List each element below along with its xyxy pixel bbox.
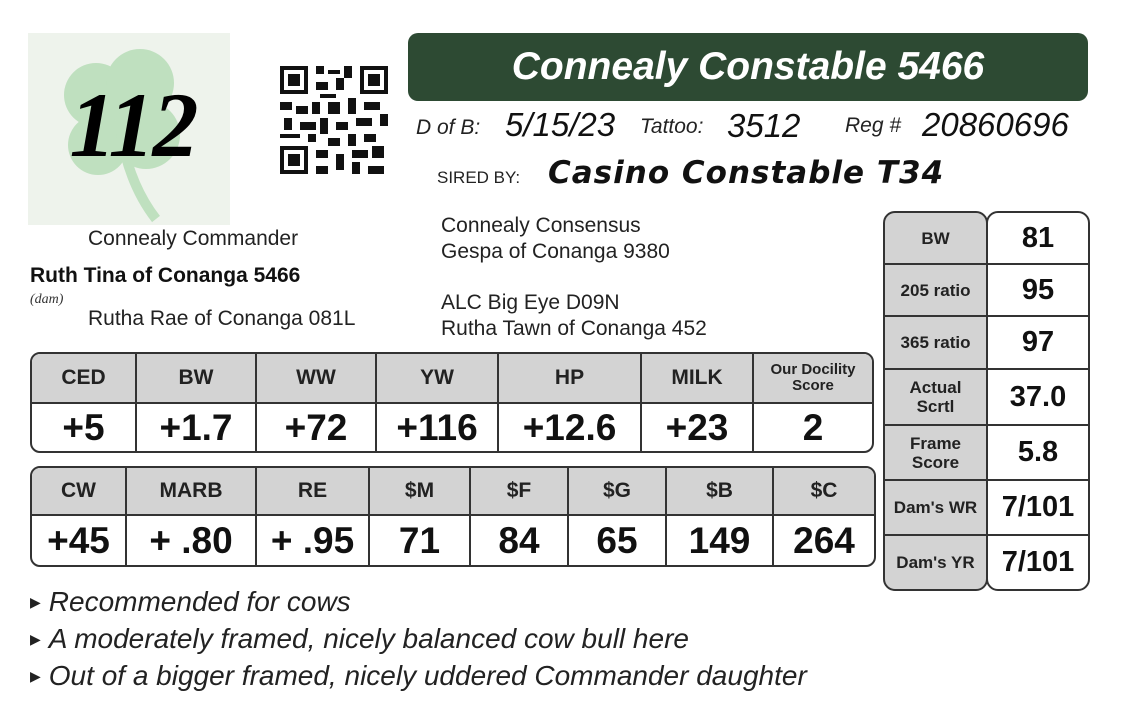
epd-header-re: RE (297, 479, 328, 502)
epd-header-dollar-f: $F (506, 479, 532, 502)
epd-header-yw: YW (420, 366, 454, 389)
epd-header-ww: WW (296, 366, 336, 389)
note-item (30, 586, 351, 618)
stat-label-bw: BW (921, 228, 950, 248)
epd-value-dollar-f: 84 (498, 519, 540, 561)
reg-value: 20860696 (922, 106, 1069, 143)
epd-value-ced: +5 (62, 406, 105, 448)
epd-value-ww: +72 (284, 406, 348, 448)
sired-by-label: SIRED BY: (437, 168, 521, 187)
note-text: Out of a bigger framed, nicely uddered Commander daughter (48, 660, 807, 691)
epd-header-dollar-b: $B (706, 479, 733, 502)
sire-sire-name: Connealy Consensus (441, 214, 641, 237)
epd-value-dollar-m: 71 (398, 519, 441, 561)
dob-label: D of B: (416, 116, 481, 139)
stat-value-bw: 81 (1021, 221, 1055, 254)
stat-value-actual-scrotal: 37.0 (1009, 380, 1067, 413)
epd-value-milk: +23 (665, 406, 729, 448)
stat-label-dams-yr: Dam's YR (896, 553, 975, 572)
lot-number: 112 (69, 74, 197, 176)
sire-dam-name: Gespa of Conanga 9380 (441, 240, 670, 263)
epd-table-1 (30, 352, 874, 453)
epd-table-2 (30, 466, 876, 567)
reg-label: Reg # (845, 114, 902, 137)
stat-label-205-ratio: 205 ratio (900, 280, 971, 300)
stat-value-365-ratio: 97 (1021, 326, 1055, 358)
epd-value-re: + .95 (270, 519, 355, 561)
epd-header-dollar-g: $G (602, 479, 631, 502)
epd-value-cw: +45 (47, 519, 110, 561)
epd-value-docility: 2 (802, 406, 824, 448)
dob-value: 5/15/23 (505, 106, 616, 143)
bullet-icon: ▶ (30, 630, 41, 647)
stat-label-frame-score: Frame Score (909, 433, 962, 472)
note-text: Recommended for cows (48, 586, 351, 617)
epd-header-bw: BW (178, 366, 214, 389)
stat-label-actual-scrotal: Actual Scrtl (909, 378, 962, 416)
epd-header-dollar-m: $M (404, 479, 435, 502)
note-item (30, 623, 689, 655)
epd-header-milk: MILK (671, 366, 723, 389)
dam-dam-sire-name: ALC Big Eye D09N (441, 291, 620, 314)
epd-header-marb: MARB (159, 479, 223, 502)
epd-value-hp: +12.6 (522, 406, 617, 448)
epd-value-dollar-g: 65 (596, 519, 638, 561)
epd-value-dollar-b: 149 (688, 519, 751, 561)
dam-sire-name: Connealy Commander (88, 227, 299, 250)
epd-header-dollar-c: $C (810, 479, 838, 502)
epd-header-ced: CED (61, 366, 106, 389)
tattoo-label: Tattoo: (640, 115, 704, 138)
epd-value-yw: +116 (396, 406, 478, 448)
stat-value-205-ratio: 95 (1021, 273, 1055, 306)
stat-value-dams-wr: 7/101 (1001, 491, 1075, 523)
bullet-icon: ▶ (30, 667, 41, 684)
stat-value-frame-score: 5.8 (1017, 436, 1059, 468)
stat-value-dams-yr: 7/101 (1001, 546, 1075, 578)
dam-tag: (dam) (30, 292, 64, 307)
tattoo-value: 3512 (727, 107, 801, 144)
epd-value-bw: +1.7 (159, 406, 233, 448)
stat-label-365-ratio: 365 ratio (900, 333, 971, 352)
sire-name: Casino Constable T34 (548, 155, 945, 191)
qr-code-icon[interactable] (276, 62, 392, 178)
epd-value-dollar-c: 264 (793, 519, 855, 561)
bullet-icon: ▶ (30, 593, 41, 610)
epd-value-marb: + .80 (149, 519, 233, 561)
stat-label-dams-wr: Dam's WR (893, 498, 978, 517)
dam-dam-dam-name: Rutha Tawn of Conanga 452 (441, 317, 707, 340)
dam-name: Ruth Tina of Conanga 5466 (30, 264, 301, 287)
epd-header-docility: Our Docility Score (770, 361, 856, 394)
animal-name-title: Connealy Constable 5466 (408, 33, 1088, 101)
dam-dam-name: Rutha Rae of Conanga 081L (88, 307, 356, 330)
epd-header-hp: HP (554, 366, 585, 389)
note-text: A moderately framed, nicely balanced cow bull here (48, 623, 689, 654)
note-item (30, 660, 807, 692)
epd-header-cw: CW (61, 479, 96, 502)
